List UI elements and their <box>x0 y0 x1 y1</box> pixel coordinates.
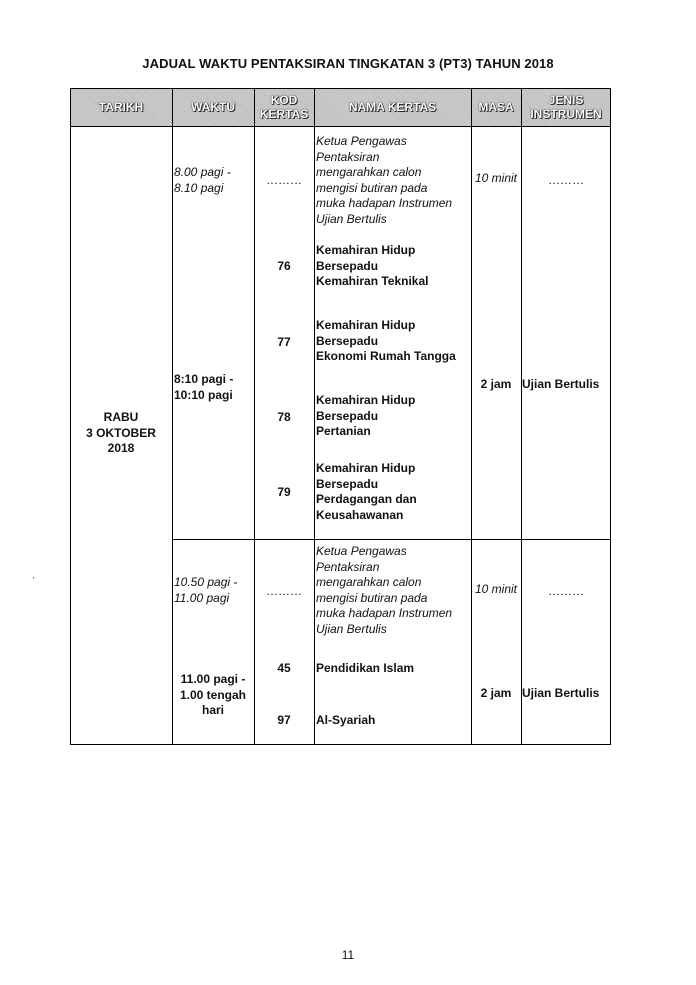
instruction-1-line: mengarahkan calon <box>316 165 422 179</box>
header-jenis-line1: JENIS <box>548 93 584 107</box>
stray-mark: ' <box>33 576 35 585</box>
instrument-type-4: Ujian Bertulis <box>522 686 600 700</box>
paper-code-45: 45 <box>277 661 291 675</box>
paper-name-line: Kemahiran Teknikal <box>316 274 429 288</box>
paper-name-line: Bersepadu <box>316 258 379 273</box>
paper-code-78: 78 <box>277 410 291 424</box>
page-title: JADUAL WAKTU PENTAKSIRAN TINGKATAN 3 (PT3) TAHUN 2018 <box>142 56 554 71</box>
paper-name-76 <box>316 243 429 290</box>
instruction-1-line: Ujian Bertulis <box>316 211 387 226</box>
paper-code-3: ……… <box>266 584 302 598</box>
paper-name-line: Pertanian <box>316 424 371 438</box>
instruction-2-line: Pentaksiran <box>316 559 380 574</box>
time-slot-2 <box>174 372 233 403</box>
paper-name-line: Perdagangan dan <box>316 492 417 506</box>
paper-code-77: 77 <box>277 335 291 349</box>
paper-name-line: Keusahawanan <box>316 507 404 522</box>
timetable <box>70 88 611 745</box>
time-slot-4-line3: hari <box>201 703 224 717</box>
time-slot-4-line1: 11.00 pagi - <box>180 672 246 686</box>
instruction-1 <box>316 134 452 227</box>
time-slot-2-line1: 8:10 pagi - <box>174 372 234 386</box>
time-slot-3-line2: 11.00 pagi <box>174 590 230 605</box>
paper-name-line: Kemahiran Hidup <box>316 243 416 257</box>
time-slot-1-line1: 8.00 pagi - <box>174 165 231 179</box>
header-nama-kertas: NAMA KERTAS <box>348 100 437 114</box>
time-slot-3 <box>174 575 237 606</box>
duration-1: 10 minit <box>474 171 518 185</box>
instruction-2-line: Ketua Pengawas <box>316 544 407 558</box>
paper-code-76: 76 <box>277 259 291 273</box>
duration-4: 2 jam <box>480 686 512 700</box>
page-number: 11 <box>341 948 355 962</box>
paper-name-45: Pendidikan Islam <box>316 661 415 675</box>
exam-date-text: 3 OKTOBER <box>86 425 156 440</box>
header-waktu: WAKTU <box>191 100 235 114</box>
paper-name-78 <box>316 393 415 440</box>
instruction-1-line: Ketua Pengawas <box>316 134 407 148</box>
paper-code-79: 79 <box>277 485 291 499</box>
duration-3: 10 minit <box>474 582 518 596</box>
instruction-1-line: mengisi butiran pada <box>316 180 428 195</box>
instruction-1-line: muka hadapan Instrumen <box>316 196 453 210</box>
paper-name-line: Kemahiran Hidup <box>316 393 416 407</box>
instruction-2 <box>316 544 452 637</box>
exam-day: RABU <box>103 410 139 424</box>
duration-2: 2 jam <box>480 377 512 391</box>
paper-name-77 <box>316 318 456 365</box>
header-kod-line2: KERTAS <box>259 107 309 121</box>
instrument-type-1: ……… <box>548 173 584 187</box>
column-divider <box>172 88 173 745</box>
instruction-2-line: mengisi butiran pada <box>316 590 428 605</box>
time-slot-1-line2: 8.10 pagi <box>174 180 224 195</box>
paper-name-line: Bersepadu <box>316 333 379 348</box>
column-divider <box>314 88 315 745</box>
time-slot-3-line1: 10.50 pagi - <box>174 575 238 589</box>
paper-name-line: Ekonomi Rumah Tangga <box>316 349 456 363</box>
paper-name-line: Kemahiran Hidup <box>316 318 416 332</box>
paper-name-line: Kemahiran Hidup <box>316 461 416 475</box>
instruction-1-line: Pentaksiran <box>316 149 380 164</box>
column-divider <box>471 88 472 745</box>
time-slot-2-line2: 10:10 pagi <box>174 387 233 402</box>
paper-code-97: 97 <box>277 713 291 727</box>
header-masa: MASA <box>478 100 514 114</box>
exam-date <box>70 410 172 457</box>
row-divider <box>172 539 611 540</box>
paper-name-97: Al-Syariah <box>316 713 376 727</box>
instruction-2-line: muka hadapan Instrumen <box>316 606 453 620</box>
instrument-type-3: ……… <box>548 584 584 598</box>
header-jenis-line2: INSTRUMEN <box>530 107 602 121</box>
time-slot-4 <box>172 672 254 719</box>
header-kod-line1: KOD <box>270 93 298 107</box>
time-slot-1 <box>174 165 231 196</box>
paper-name-79 <box>316 461 417 523</box>
header-tarikh: TARIKH <box>98 100 144 114</box>
instruction-2-line: Ujian Bertulis <box>316 621 387 636</box>
paper-code-1: ……… <box>266 173 302 187</box>
paper-name-line: Bersepadu <box>316 476 379 491</box>
instruction-2-line: mengarahkan calon <box>316 575 422 589</box>
time-slot-4-line2: 1.00 tengah <box>179 687 247 702</box>
instrument-type-2: Ujian Bertulis <box>522 377 600 391</box>
exam-year: 2018 <box>107 441 135 455</box>
paper-name-line: Bersepadu <box>316 408 379 423</box>
